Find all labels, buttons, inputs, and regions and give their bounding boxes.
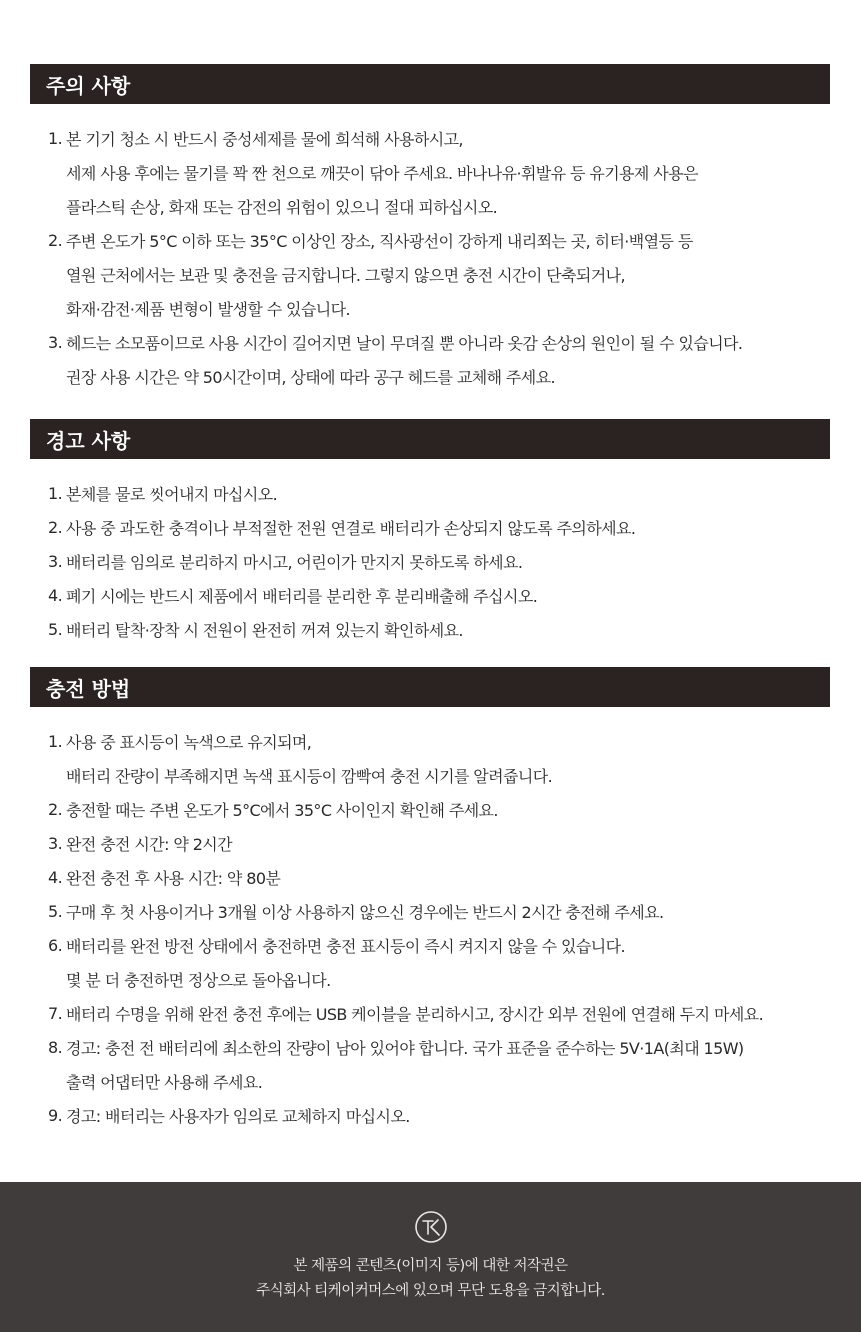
list-item: 4. 폐기 시에는 반드시 제품에서 배터리를 분리한 후 분리배출해 주십시오.: [48, 585, 538, 606]
list-item: 8. 경고: 충전 전 배터리에 최소한의 잔량이 남아 있어야 합니다. 국가 표준을 준수하는 5V·1A(최대 15W): [48, 1037, 744, 1058]
list-item-text: 경고: 배터리는 사용자가 임의로 교체하지 마십시오.: [66, 1106, 410, 1126]
list-item: 5. 배터리 탈착·장착 시 전원이 완전히 꺼져 있는지 확인하세요.: [48, 619, 463, 640]
caution-title: 주의 사항: [30, 64, 830, 104]
list-item-text: 구매 후 첫 사용이거나 3개월 이상 사용하지 않으신 경우에는 반드시 2시간 충전해 주세요.: [66, 902, 664, 922]
list-item-text: 본체를 물로 씻어내지 마십시오.: [66, 484, 278, 504]
list-item: 3. 완전 충전 시간: 약 2시간: [48, 833, 233, 854]
list-item-text: 사용 중 표시등이 녹색으로 유지되며,: [66, 732, 312, 752]
list-item-text: 배터리를 임의로 분리하지 마시고, 어린이가 만지지 못하도록 하세요.: [66, 552, 523, 572]
list-item-continuation: 출력 어댑터만 사용해 주세요.: [66, 1072, 263, 1092]
list-item-continuation: 화재·감전·제품 변형이 발생할 수 있습니다.: [66, 299, 350, 319]
list-item-text: 주변 온도가 5°C 이하 또는 35°C 이상인 장소, 직사광선이 강하게 내리쬐는 곳, 히터·백열등 등: [66, 231, 693, 251]
list-item-text: 본 기기 청소 시 반드시 중성세제를 물에 희석해 사용하시고,: [66, 129, 463, 149]
list-item-text: 헤드는 소모품이므로 사용 시간이 길어지면 날이 무뎌질 뿐 아니라 옷감 손상의 원인이 될 수 있습니다.: [66, 333, 743, 353]
list-item-text: 배터리 탈착·장착 시 전원이 완전히 꺼져 있는지 확인하세요.: [66, 620, 463, 640]
list-item: 5. 구매 후 첫 사용이거나 3개월 이상 사용하지 않으신 경우에는 반드시 2시간 충전해 주세요.: [48, 901, 664, 922]
list-item: 9. 경고: 배터리는 사용자가 임의로 교체하지 마십시오.: [48, 1105, 410, 1126]
list-item: 4. 완전 충전 후 사용 시간: 약 80분: [48, 867, 281, 888]
list-item: 3. 헤드는 소모품이므로 사용 시간이 길어지면 날이 무뎌질 뿐 아니라 옷감 손상의 원인이 될 수 있습니다.: [48, 332, 743, 353]
list-item: 7. 배터리 수명을 위해 완전 충전 후에는 USB 케이블을 분리하시고, 장시간 외부 전원에 연결해 두지 마세요.: [48, 1003, 764, 1024]
tk-circle-logo-icon: [414, 1210, 448, 1244]
caution-list: [30, 121, 830, 393]
list-item: 2. 주변 온도가 5°C 이하 또는 35°C 이상인 장소, 직사광선이 강하게 내리쬐는 곳, 히터·백열등 등: [48, 230, 693, 251]
list-item: 6. 배터리를 완전 방전 상태에서 충전하면 충전 표시등이 즉시 켜지지 않을 수 있습니다.: [48, 935, 625, 956]
list-item-continuation: 배터리 잔량이 부족해지면 녹색 표시등이 깜빡여 충전 시기를 알려줍니다.: [66, 766, 553, 786]
list-item-continuation: 플라스틱 손상, 화재 또는 감전의 위험이 있으니 절대 피하십시오.: [66, 197, 498, 217]
list-item-continuation: 열원 근처에서는 보관 및 충전을 금지합니다. 그렇지 않으면 충전 시간이 단축되거나,: [66, 265, 625, 285]
list-item: 2. 충전할 때는 주변 온도가 5°C에서 35°C 사이인지 확인해 주세요.: [48, 799, 498, 820]
list-item: 2. 사용 중 과도한 충격이나 부적절한 전원 연결로 배터리가 손상되지 않도록 주의하세요.: [48, 517, 636, 538]
charging-section: [30, 667, 830, 1132]
list-item-text: 사용 중 과도한 충격이나 부적절한 전원 연결로 배터리가 손상되지 않도록 주의하세요.: [66, 518, 636, 538]
list-item-text: 완전 충전 시간: 약 2시간: [66, 834, 233, 854]
list-item: 1. 사용 중 표시등이 녹색으로 유지되며,: [48, 731, 312, 752]
list-item-continuation: 권장 사용 시간은 약 50시간이며, 상태에 따라 공구 헤드를 교체해 주세요.: [66, 367, 555, 387]
list-item-text: 배터리 수명을 위해 완전 충전 후에는 USB 케이블을 분리하시고, 장시간 외부 전원에 연결해 두지 마세요.: [66, 1004, 764, 1024]
charging-list: [30, 724, 830, 1132]
list-item: 3. 배터리를 임의로 분리하지 마시고, 어린이가 만지지 못하도록 하세요.: [48, 551, 523, 572]
list-item: 1. 본체를 물로 씻어내지 마십시오.: [48, 483, 278, 504]
copyright-line-2: 주식회사 티케이커머스에 있으며 무단 도용을 금지합니다.: [256, 1283, 605, 1299]
list-item-continuation: 세제 사용 후에는 물기를 꽉 짠 천으로 깨끗이 닦아 주세요. 바나나유·휘발유 등 유기용제 사용은: [66, 163, 698, 183]
warning-section: [30, 419, 830, 646]
list-item-text: 폐기 시에는 반드시 제품에서 배터리를 분리한 후 분리배출해 주십시오.: [66, 586, 538, 606]
list-item-text: 경고: 충전 전 배터리에 최소한의 잔량이 남아 있어야 합니다. 국가 표준을 준수하는 5V·1A(최대 15W): [66, 1038, 744, 1058]
charging-title: 충전 방법: [30, 667, 830, 707]
list-item: 1. 본 기기 청소 시 반드시 중성세제를 물에 희석해 사용하시고,: [48, 128, 463, 149]
footer: [0, 1182, 861, 1332]
list-item-continuation: 몇 분 더 충전하면 정상으로 돌아옵니다.: [66, 970, 331, 990]
warning-title: 경고 사항: [30, 419, 830, 459]
caution-section: [30, 64, 830, 393]
list-item-text: 배터리를 완전 방전 상태에서 충전하면 충전 표시등이 즉시 켜지지 않을 수 있습니다.: [66, 936, 625, 956]
warning-list: [30, 476, 830, 646]
copyright-line-1: 본 제품의 콘텐츠(이미지 등)에 대한 저작권은: [293, 1258, 568, 1274]
list-item-text: 충전할 때는 주변 온도가 5°C에서 35°C 사이인지 확인해 주세요.: [66, 800, 498, 820]
list-item-text: 완전 충전 후 사용 시간: 약 80분: [66, 868, 281, 888]
